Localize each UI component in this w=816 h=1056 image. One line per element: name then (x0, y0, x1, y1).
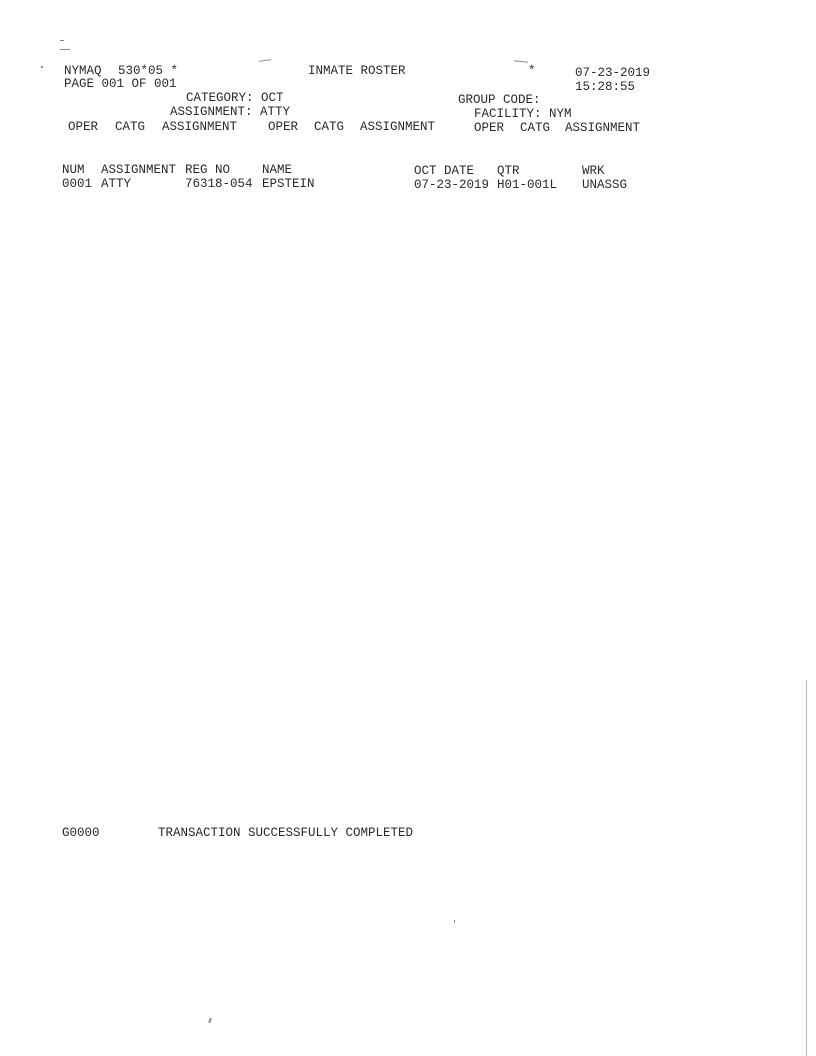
page-label: PAGE 001 OF 001 (64, 77, 177, 91)
assignment-criteria: ASSIGNMENT: ATTY (170, 105, 291, 119)
col-qtr-header: QTR (497, 164, 520, 178)
scan-mark (60, 49, 70, 50)
col-group-2-oper: OPER (268, 120, 299, 134)
scan-edge-line (806, 680, 807, 1056)
header-star: * (528, 64, 536, 78)
status-code: G0000 (62, 826, 100, 840)
report-date: 07-23-2019 (575, 66, 651, 80)
scan-mark (259, 59, 271, 62)
program-code: 530*05 * (118, 64, 179, 78)
row-oct-date: 07-23-2019 (414, 178, 490, 192)
row-wrk: UNASSG (582, 178, 628, 192)
category-criteria: CATEGORY: OCT (186, 91, 284, 105)
scan-mark (41, 66, 43, 68)
scan-mark (60, 40, 64, 41)
system-id: NYMAQ (64, 64, 102, 78)
col-oct-date-header: OCT DATE (414, 164, 475, 178)
scan-mark (454, 920, 455, 923)
col-group-3-catg: CATG (520, 121, 551, 135)
status-message: TRANSACTION SUCCESSFULLY COMPLETED (158, 826, 414, 840)
scan-mark (514, 60, 528, 62)
col-num-header: NUM (62, 163, 85, 177)
report-time: 15:28:55 (575, 80, 636, 94)
row-name: EPSTEIN (262, 177, 315, 191)
facility-label: FACILITY: NYM (474, 107, 572, 121)
row-assignment: ATTY (101, 177, 132, 191)
col-wrk-header: WRK (582, 164, 605, 178)
report-title: INMATE ROSTER (308, 64, 406, 78)
col-reg-no-header: REG NO (185, 163, 231, 177)
row-reg-no: 76318-054 (185, 177, 253, 191)
col-assignment-header: ASSIGNMENT (101, 163, 177, 177)
col-group-1-catg: CATG (115, 120, 146, 134)
col-group-1-oper: OPER (68, 120, 99, 134)
scan-mark (208, 1018, 212, 1023)
col-group-3-oper: OPER (474, 121, 505, 135)
group-code-label: GROUP CODE: (458, 93, 541, 107)
col-group-2-catg: CATG (314, 120, 345, 134)
col-group-3-assignment: ASSIGNMENT (565, 121, 641, 135)
col-group-1-assignment: ASSIGNMENT (162, 120, 238, 134)
row-num: 0001 (62, 177, 93, 191)
row-qtr: H01-001L (497, 178, 558, 192)
col-name-header: NAME (262, 163, 293, 177)
col-group-2-assignment: ASSIGNMENT (360, 120, 436, 134)
